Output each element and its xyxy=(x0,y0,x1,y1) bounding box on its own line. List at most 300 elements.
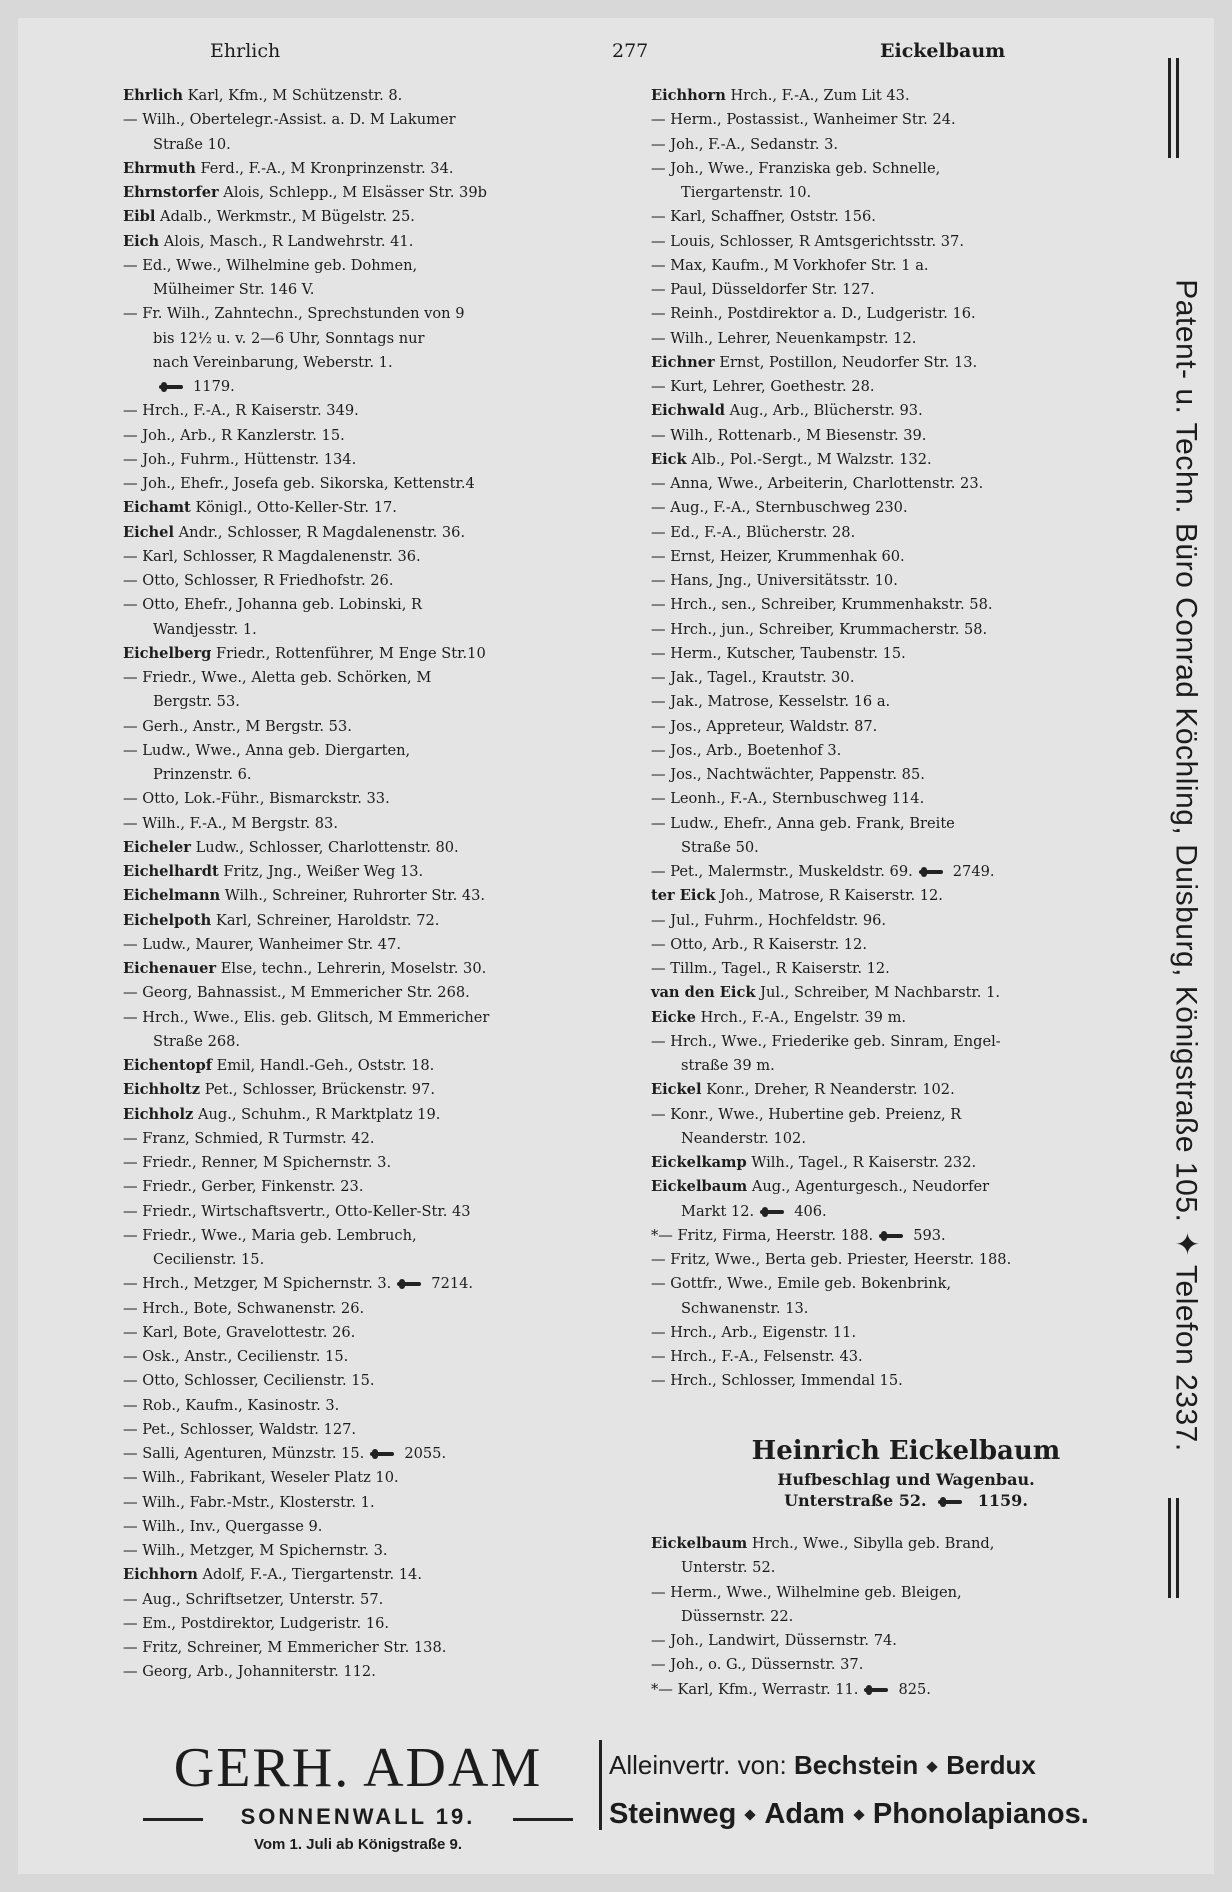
directory-entry xyxy=(123,690,623,714)
directory-entry xyxy=(123,448,623,472)
entry-text: — Otto, Arb., R Kaiserstr. 12. xyxy=(651,935,867,953)
entry-text: Eichholz Aug., Schuhm., R Marktplatz 19. xyxy=(123,1105,441,1123)
entry-text: nach Vereinbarung, Weberstr. 1. xyxy=(153,353,393,371)
directory-entry xyxy=(123,1224,623,1248)
ad-address: Unterstraße 52. xyxy=(784,1491,927,1510)
entry-text: — Joh., Landwirt, Düssernstr. 74. xyxy=(651,1632,897,1649)
entry-phone: 593. xyxy=(913,1226,946,1244)
directory-entry xyxy=(651,472,1161,496)
entry-text: — Ludw., Maurer, Wanheimer Str. 47. xyxy=(123,935,401,953)
heinrich-eickelbaum-ad xyxy=(651,1436,1161,1510)
entry-text: Straße 268. xyxy=(153,1032,241,1050)
directory-entry xyxy=(651,860,1161,884)
entry-text: Eicheler Ludw., Schlosser, Charlottenstr. 80. xyxy=(123,838,459,856)
directory-entry xyxy=(651,302,1161,326)
directory-entry xyxy=(123,157,623,181)
entry-text: — Herm., Wwe., Wilhelmine geb. Bleigen, xyxy=(651,1583,962,1601)
phone-icon xyxy=(397,1279,421,1289)
directory-entry xyxy=(651,569,1161,593)
directory-entry xyxy=(123,715,623,739)
sidebar-text: Patent- u. Techn. Büro Conrad Köchling, Duisburg, Königstraße 105. ✦ Telefon 2337. xyxy=(1169,279,1203,1452)
entry-text: — Joh., F.-A., Sedanstr. 3. xyxy=(651,135,839,153)
entry-text: — Herm., Postassist., Wanheimer Str. 24. xyxy=(651,111,956,129)
directory-entry xyxy=(123,836,623,860)
entry-phone: 7214. xyxy=(431,1275,474,1293)
directory-entry xyxy=(651,666,1161,690)
right-column xyxy=(651,84,1161,1394)
entry-text: — Otto, Schlosser, R Friedhofstr. 26. xyxy=(123,572,394,589)
entry-text: — Fritz, Wwe., Berta geb. Priester, Heerstr. 188. xyxy=(651,1251,1012,1268)
entry-text: Eick Alb., Pol.-Sergt., M Walzstr. 132. xyxy=(651,450,932,468)
entry-text: — Jul., Fuhrm., Hochfeldstr. 96. xyxy=(651,911,887,929)
entry-text: — Leonh., F.-A., Sternbuschweg 114. xyxy=(651,790,925,808)
directory-entry xyxy=(123,1515,623,1539)
directory-entry xyxy=(651,399,1161,423)
entry-text: Eichner Ernst, Postillon, Neudorfer Str. 13. xyxy=(651,353,978,371)
directory-entry xyxy=(651,593,1161,617)
diamond-icon xyxy=(927,1761,938,1772)
directory-entry xyxy=(123,642,623,666)
directory-entry xyxy=(123,909,623,933)
entry-text: Düssernstr. 22. xyxy=(681,1607,794,1625)
phone-icon xyxy=(919,867,943,877)
directory-entry xyxy=(123,496,623,520)
entry-text: — Hrch., jun., Schreiber, Krummacherstr. 58. xyxy=(651,620,988,638)
directory-entry xyxy=(123,618,623,642)
directory-entry xyxy=(123,327,623,351)
entry-text: Ehrnstorfer Alois, Schlepp., M Elsässer Str. 39b xyxy=(123,184,487,201)
entry-text: Wandjesstr. 1. xyxy=(153,620,257,638)
entry-text: van den Eick Jul., Schreiber, M Nachbarstr. 1. xyxy=(651,984,1001,1002)
entry-phone: 2055. xyxy=(404,1445,447,1462)
entry-text: — Ed., F.-A., Blücherstr. 28. xyxy=(651,523,856,541)
directory-entry xyxy=(651,424,1161,448)
directory-entry xyxy=(123,375,623,399)
entry-text: — Aug., Schriftsetzer, Unterstr. 57. xyxy=(123,1590,384,1608)
entry-text: Eichelpoth Karl, Schreiner, Haroldstr. 72. xyxy=(123,911,440,929)
entry-text: Tiergartenstr. 10. xyxy=(681,184,812,201)
directory-entry xyxy=(651,909,1161,933)
entry-text: — Joh., Wwe., Franziska geb. Schnelle, xyxy=(651,159,941,177)
entry-text: — Joh., o. G., Düssernstr. 37. xyxy=(651,1656,864,1674)
entry-text: — Ernst, Heizer, Krummenhak 60. xyxy=(651,547,905,565)
entry-phone: 825. xyxy=(898,1680,931,1698)
entry-text: — Karl, Schaffner, Oststr. 156. xyxy=(651,208,876,226)
entry-text: — Hans, Jng., Universitätsstr. 10. xyxy=(651,572,898,589)
directory-entry xyxy=(123,1466,623,1490)
entry-text: — Otto, Ehefr., Johanna geb. Lobinski, R xyxy=(123,596,422,614)
entry-text: Mülheimer Str. 146 V. xyxy=(153,281,315,298)
diamond-icon xyxy=(745,1810,756,1821)
entry-text: — Osk., Anstr., Cecilienstr. 15. xyxy=(123,1348,349,1365)
entry-text: — Wilh., Rottenarb., M Biesenstr. 39. xyxy=(651,426,927,444)
footer-brand-berdux: Berdux xyxy=(946,1750,1036,1780)
directory-entry xyxy=(123,593,623,617)
ad-business: Hufbeschlag und Wagenbau. xyxy=(777,1470,1035,1489)
sidebar-rule-bottom xyxy=(1168,1498,1171,1598)
directory-entry xyxy=(123,1369,623,1393)
page-number: 277 xyxy=(612,40,649,62)
entry-text: — Jos., Appreteur, Waldstr. 87. xyxy=(651,717,878,735)
footer-alleinvertr-label: Alleinvertr. von: xyxy=(609,1750,787,1780)
footer-address: SONNENWALL 19. xyxy=(240,1804,476,1829)
entry-text: — Hrch., sen., Schreiber, Krummenhakstr. 58. xyxy=(651,596,993,614)
entry-text: Eichelberg Friedr., Rottenführer, M Enge Str.10 xyxy=(123,644,486,662)
directory-entry xyxy=(651,1605,1161,1629)
directory-entry xyxy=(123,399,623,423)
entry-text: Eickel Konr., Dreher, R Neanderstr. 102. xyxy=(651,1081,955,1099)
directory-entry xyxy=(651,1556,1161,1580)
directory-entry xyxy=(123,569,623,593)
entry-text: — Franz, Schmied, R Turmstr. 42. xyxy=(123,1129,375,1147)
directory-entry xyxy=(123,1127,623,1151)
footer-brand-phonolapianos: Phonolapianos. xyxy=(872,1798,1089,1830)
entry-text: — Salli, Agenturen, Münzstr. 15. xyxy=(123,1445,365,1462)
directory-entry xyxy=(123,1248,623,1272)
directory-entry xyxy=(123,205,623,229)
directory-entry xyxy=(123,254,623,278)
entry-text: — Joh., Fuhrm., Hüttenstr. 134. xyxy=(123,450,357,468)
entry-text: straße 39 m. xyxy=(681,1057,775,1074)
directory-entry xyxy=(651,1030,1161,1054)
entry-text: — Pet., Schlosser, Waldstr. 127. xyxy=(123,1420,357,1438)
directory-entry xyxy=(651,763,1161,787)
phone-icon xyxy=(938,1497,962,1507)
directory-entry xyxy=(651,84,1161,108)
entry-text: Eichhorn Hrch., F.-A., Zum Lit 43. xyxy=(651,87,910,104)
directory-entry xyxy=(651,375,1161,399)
entry-text: — Joh., Arb., R Kanzlerstr. 15. xyxy=(123,426,345,444)
directory-entry xyxy=(651,1200,1161,1224)
entry-text: — Herm., Kutscher, Taubenstr. 15. xyxy=(651,644,906,662)
phone-icon xyxy=(159,382,183,392)
entry-text: — Ludw., Ehefr., Anna geb. Frank, Breite xyxy=(651,814,955,832)
entry-text: Markt 12. xyxy=(681,1202,755,1220)
directory-entry xyxy=(123,1078,623,1102)
directory-entry xyxy=(123,351,623,375)
entry-text: Eichel Andr., Schlosser, R Magdalenenstr. 36. xyxy=(123,523,466,541)
entry-text: Eickelbaum Aug., Agenturgesch., Neudorfer xyxy=(651,1178,990,1196)
directory-entry xyxy=(651,1248,1161,1272)
directory-entry xyxy=(123,1297,623,1321)
entry-text: — Gerh., Anstr., M Bergstr. 53. xyxy=(123,717,352,735)
directory-entry xyxy=(123,957,623,981)
entry-text: — Jak., Tagel., Krautstr. 30. xyxy=(651,669,855,686)
entry-text: Eichhorn Adolf, F.-A., Tiergartenstr. 14. xyxy=(123,1566,422,1584)
directory-entry xyxy=(123,1345,623,1369)
entry-text: Eibl Adalb., Werkmstr., M Bügelstr. 25. xyxy=(123,208,415,226)
entry-text: Straße 10. xyxy=(153,135,231,153)
directory-entry xyxy=(651,957,1161,981)
directory-entry xyxy=(123,278,623,302)
entry-text: — Jos., Nachtwächter, Pappenstr. 85. xyxy=(651,766,925,783)
entry-text: Prinzenstr. 6. xyxy=(153,766,252,783)
entry-text: Ehrlich Karl, Kfm., M Schützenstr. 8. xyxy=(123,87,403,104)
footer-note: Vom 1. Juli ab Königstraße 9. xyxy=(253,1836,463,1853)
directory-entry xyxy=(651,1175,1161,1199)
directory-entry xyxy=(123,1030,623,1054)
entry-text: — Hrch., F.-A., Felsenstr. 43. xyxy=(651,1348,863,1365)
phone-icon xyxy=(864,1685,888,1695)
directory-entry xyxy=(123,1321,623,1345)
entry-text: Eichenauer Else, techn., Lehrerin, Moselstr. 30. xyxy=(123,960,487,977)
entry-text: — Karl, Bote, Gravelottestr. 26. xyxy=(123,1323,356,1341)
entry-text: Eichamt Königl., Otto-Keller-Str. 17. xyxy=(123,499,397,517)
entry-text: — Gottfr., Wwe., Emile geb. Bokenbrink, xyxy=(651,1275,952,1293)
entry-text: — Louis, Schlosser, R Amtsgerichtsstr. 37. xyxy=(651,232,964,250)
directory-entry xyxy=(651,1678,1161,1702)
entry-text: — Karl, Schlosser, R Magdalenenstr. 36. xyxy=(123,547,421,565)
entry-text: — Joh., Ehefr., Josefa geb. Sikorska, Kettenstr.4 xyxy=(123,475,475,492)
directory-entry xyxy=(651,1629,1161,1653)
directory-entry xyxy=(123,521,623,545)
directory-entry xyxy=(651,1532,1161,1556)
entry-phone: 406. xyxy=(794,1202,827,1220)
entry-text: Straße 50. xyxy=(681,838,759,856)
directory-entry xyxy=(651,205,1161,229)
directory-entry xyxy=(651,1151,1161,1175)
directory-entry xyxy=(123,1054,623,1078)
directory-entry xyxy=(123,763,623,787)
directory-entry xyxy=(123,1394,623,1418)
directory-entry xyxy=(123,1539,623,1563)
entry-text: — Friedr., Wwe., Aletta geb. Schörken, M xyxy=(123,669,432,686)
directory-entry xyxy=(651,981,1161,1005)
entry-text: — Jak., Matrose, Kesselstr. 16 a. xyxy=(651,693,891,711)
directory-entry xyxy=(651,181,1161,205)
entry-text: — Wilh., F.-A., M Bergstr. 83. xyxy=(123,814,338,832)
entry-text: *— Fritz, Firma, Heerstr. 188. xyxy=(651,1226,874,1244)
directory-entry xyxy=(123,545,623,569)
directory-entry xyxy=(123,1200,623,1224)
left-column xyxy=(123,84,623,1685)
footer-company: GERH. ADAM xyxy=(173,1737,543,1799)
directory-entry xyxy=(651,521,1161,545)
phone-icon xyxy=(760,1207,784,1217)
entry-text: Eickelkamp Wilh., Tagel., R Kaiserstr. 232. xyxy=(651,1154,977,1171)
entry-text: Eickelbaum Hrch., Wwe., Sibylla geb. Brand, xyxy=(651,1535,995,1552)
directory-entry xyxy=(651,254,1161,278)
entry-text: — Hrch., Bote, Schwanenstr. 26. xyxy=(123,1299,365,1317)
entry-text: — Friedr., Wirtschaftsvertr., Otto-Keller-Str. 43 xyxy=(123,1202,471,1220)
entry-text: — Max, Kaufm., M Vorkhofer Str. 1 a. xyxy=(651,256,929,274)
entry-text: — Wilh., Obertelegr.-Assist. a. D. M Lakumer xyxy=(123,111,456,129)
directory-entry xyxy=(651,715,1161,739)
right-column-after-ad xyxy=(651,1532,1161,1702)
entry-text: — Paul, Düsseldorfer Str. 127. xyxy=(651,281,875,298)
directory-entry xyxy=(651,230,1161,254)
entry-text: — Wilh., Fabrikant, Weseler Platz 10. xyxy=(123,1469,399,1487)
ad-address-line xyxy=(651,1491,1161,1510)
entry-text: — Fritz, Schreiner, M Emmericher Str. 138. xyxy=(123,1639,447,1656)
entry-text: — Hrch., Arb., Eigenstr. 11. xyxy=(651,1323,857,1341)
entry-text: — Hrch., Schlosser, Immendal 15. xyxy=(651,1372,903,1390)
entry-text: — Aug., F.-A., Sternbuschweg 230. xyxy=(651,499,908,517)
directory-entry xyxy=(123,1636,623,1660)
entry-text: Ehrmuth Ferd., F.-A., M Kronprinzenstr. 34. xyxy=(123,159,454,177)
entry-text: Eichholtz Pet., Schlosser, Brückenstr. 97. xyxy=(123,1081,435,1099)
directory-entry xyxy=(651,642,1161,666)
directory-entry xyxy=(651,1369,1161,1393)
entry-text: — Ludw., Wwe., Anna geb. Diergarten, xyxy=(123,741,411,759)
directory-entry xyxy=(651,1345,1161,1369)
footer-advertisement xyxy=(123,1738,1163,1858)
directory-entry xyxy=(651,1103,1161,1127)
entry-text: — Otto, Lok.-Führ., Bismarckstr. 33. xyxy=(123,790,390,808)
directory-entry xyxy=(651,1127,1161,1151)
directory-entry xyxy=(651,739,1161,763)
footer-brand-bechstein: Bechstein xyxy=(793,1750,919,1780)
entry-text: Neanderstr. 102. xyxy=(681,1129,806,1147)
entry-text: — Konr., Wwe., Hubertine geb. Preienz, R xyxy=(651,1105,962,1123)
directory-entry xyxy=(651,1581,1161,1605)
entry-text: — Hrch., F.-A., R Kaiserstr. 349. xyxy=(123,402,359,420)
directory-entry xyxy=(651,1224,1161,1248)
footer-alleinvertr-line xyxy=(609,1750,1036,1781)
directory-entry xyxy=(651,327,1161,351)
entry-text: *— Karl, Kfm., Werrastr. 11. xyxy=(651,1680,859,1698)
entry-text: Eichelmann Wilh., Schreiner, Ruhrorter Str. 43. xyxy=(123,887,486,905)
footer-brand-steinweg: Steinweg xyxy=(609,1798,737,1830)
diamond-icon xyxy=(853,1810,864,1821)
entry-text: — Anna, Wwe., Arbeiterin, Charlottenstr. 23. xyxy=(651,475,984,492)
directory-entry xyxy=(123,812,623,836)
directory-entry xyxy=(651,690,1161,714)
entry-phone: 2749. xyxy=(952,863,995,880)
directory-entry xyxy=(651,1653,1161,1677)
entry-text: — Ed., Wwe., Wilhelmine geb. Dohmen, xyxy=(123,256,418,274)
directory-entry xyxy=(651,157,1161,181)
directory-entry xyxy=(123,108,623,132)
entry-text: Unterstr. 52. xyxy=(681,1559,776,1577)
directory-entry xyxy=(123,860,623,884)
directory-entry xyxy=(123,133,623,157)
entry-text: — Pet., Malermstr., Muskeldstr. 69. xyxy=(651,863,913,880)
directory-entry xyxy=(651,1078,1161,1102)
entry-text: Cecilienstr. 15. xyxy=(153,1251,265,1268)
entry-text: — Fr. Wilh., Zahntechn., Sprechstunden von 9 xyxy=(123,305,465,323)
directory-entry xyxy=(123,1491,623,1515)
directory-entry xyxy=(651,1272,1161,1296)
entry-text: — Jos., Arb., Boetenhof 3. xyxy=(651,741,842,759)
directory-entry xyxy=(123,472,623,496)
directory-entry xyxy=(123,981,623,1005)
entry-text: — Wilh., Fabr.-Mstr., Klosterstr. 1. xyxy=(123,1493,375,1511)
directory-entry xyxy=(123,1103,623,1127)
footer-brand-adam: Adam xyxy=(764,1798,845,1830)
directory-entry xyxy=(651,1054,1161,1078)
directory-entry xyxy=(123,1006,623,1030)
entry-text: Eich Alois, Masch., R Landwehrstr. 41. xyxy=(123,232,414,250)
entry-text: — Tillm., Tagel., R Kaiserstr. 12. xyxy=(651,960,890,977)
entry-text: — Hrch., Wwe., Friederike geb. Sinram, Engel- xyxy=(651,1032,1001,1050)
directory-entry xyxy=(651,933,1161,957)
entry-text: ter Eick Joh., Matrose, R Kaiserstr. 12. xyxy=(651,887,943,905)
entry-text: — Friedr., Gerber, Finkenstr. 23. xyxy=(123,1178,364,1196)
entry-text: — Otto, Schlosser, Cecilienstr. 15. xyxy=(123,1372,375,1390)
directory-entry xyxy=(123,1151,623,1175)
entry-text: — Georg, Bahnassist., M Emmericher Str. 268. xyxy=(123,984,470,1002)
entry-text: — Wilh., Lehrer, Neuenkampstr. 12. xyxy=(651,329,917,347)
directory-entry xyxy=(123,739,623,763)
directory-entry xyxy=(123,181,623,205)
directory-entry xyxy=(651,351,1161,375)
entry-text: — Em., Postdirektor, Ludgeristr. 16. xyxy=(123,1614,390,1632)
directory-entry xyxy=(123,230,623,254)
directory-entry xyxy=(651,836,1161,860)
directory-entry xyxy=(123,666,623,690)
directory-entry xyxy=(123,424,623,448)
entry-text: — Friedr., Renner, M Spichernstr. 3. xyxy=(123,1154,392,1171)
directory-entry xyxy=(123,1442,623,1466)
entry-text: Schwanenstr. 13. xyxy=(681,1299,809,1317)
directory-entry xyxy=(123,1418,623,1442)
directory-entry xyxy=(123,1660,623,1684)
directory-entry xyxy=(651,545,1161,569)
entry-text: Eichentopf Emil, Handl.-Geh., Oststr. 18. xyxy=(123,1057,435,1074)
directory-entry xyxy=(651,812,1161,836)
entry-text: — Friedr., Wwe., Maria geb. Lembruch, xyxy=(123,1226,417,1244)
header-left-keyword: Ehrlich xyxy=(210,40,281,62)
directory-entry xyxy=(123,884,623,908)
phone-icon xyxy=(370,1449,394,1459)
entry-text: — Hrch., Wwe., Elis. geb. Glitsch, M Emmericher xyxy=(123,1008,490,1026)
directory-entry xyxy=(651,1006,1161,1030)
phone-icon xyxy=(879,1231,903,1241)
directory-entry xyxy=(651,1297,1161,1321)
entry-text: — Rob., Kaufm., Kasinostr. 3. xyxy=(123,1396,340,1414)
entry-text: — Georg, Arb., Johanniterstr. 112. xyxy=(123,1663,376,1681)
entry-text: — Kurt, Lehrer, Goethestr. 28. xyxy=(651,378,875,395)
entry-text: 1179. xyxy=(193,378,235,395)
directory-entry xyxy=(123,1563,623,1587)
directory-entry xyxy=(651,618,1161,642)
entry-text: Eichelhardt Fritz, Jng., Weißer Weg 13. xyxy=(123,863,424,880)
footer-brands-line xyxy=(609,1798,1089,1831)
entry-text: — Wilh., Inv., Quergasse 9. xyxy=(123,1517,323,1535)
directory-entry xyxy=(651,448,1161,472)
directory-entry xyxy=(651,278,1161,302)
directory-entry xyxy=(123,302,623,326)
ad-phone: 1159. xyxy=(977,1491,1028,1510)
entry-text: — Hrch., Metzger, M Spichernstr. 3. xyxy=(123,1275,392,1293)
footer-divider xyxy=(599,1740,602,1830)
sidebar-advertisement xyxy=(1156,58,1214,1598)
entry-text: — Wilh., Metzger, M Spichernstr. 3. xyxy=(123,1542,388,1559)
entry-text: — Reinh., Postdirektor a. D., Ludgeristr. 16. xyxy=(651,305,976,323)
directory-entry xyxy=(651,496,1161,520)
ad-name: Heinrich Eickelbaum xyxy=(751,1436,1061,1466)
directory-entry xyxy=(123,1272,623,1296)
entry-text: bis 12½ u. v. 2—6 Uhr, Sonntags nur xyxy=(153,329,425,347)
entry-text: Bergstr. 53. xyxy=(153,693,240,711)
directory-entry xyxy=(651,133,1161,157)
directory-entry xyxy=(123,933,623,957)
entry-text: Eicke Hrch., F.-A., Engelstr. 39 m. xyxy=(651,1008,907,1026)
directory-entry xyxy=(651,787,1161,811)
directory-entry xyxy=(651,1321,1161,1345)
directory-entry xyxy=(123,1175,623,1199)
directory-entry xyxy=(123,1588,623,1612)
directory-entry xyxy=(651,108,1161,132)
directory-entry xyxy=(123,787,623,811)
entry-text: Eichwald Aug., Arb., Blücherstr. 93. xyxy=(651,402,923,420)
directory-entry xyxy=(123,1612,623,1636)
sidebar-rule-bottom-b xyxy=(1176,1498,1179,1598)
header-right-keyword: Eickelbaum xyxy=(880,40,1006,62)
directory-entry xyxy=(123,84,623,108)
directory-entry xyxy=(651,884,1161,908)
